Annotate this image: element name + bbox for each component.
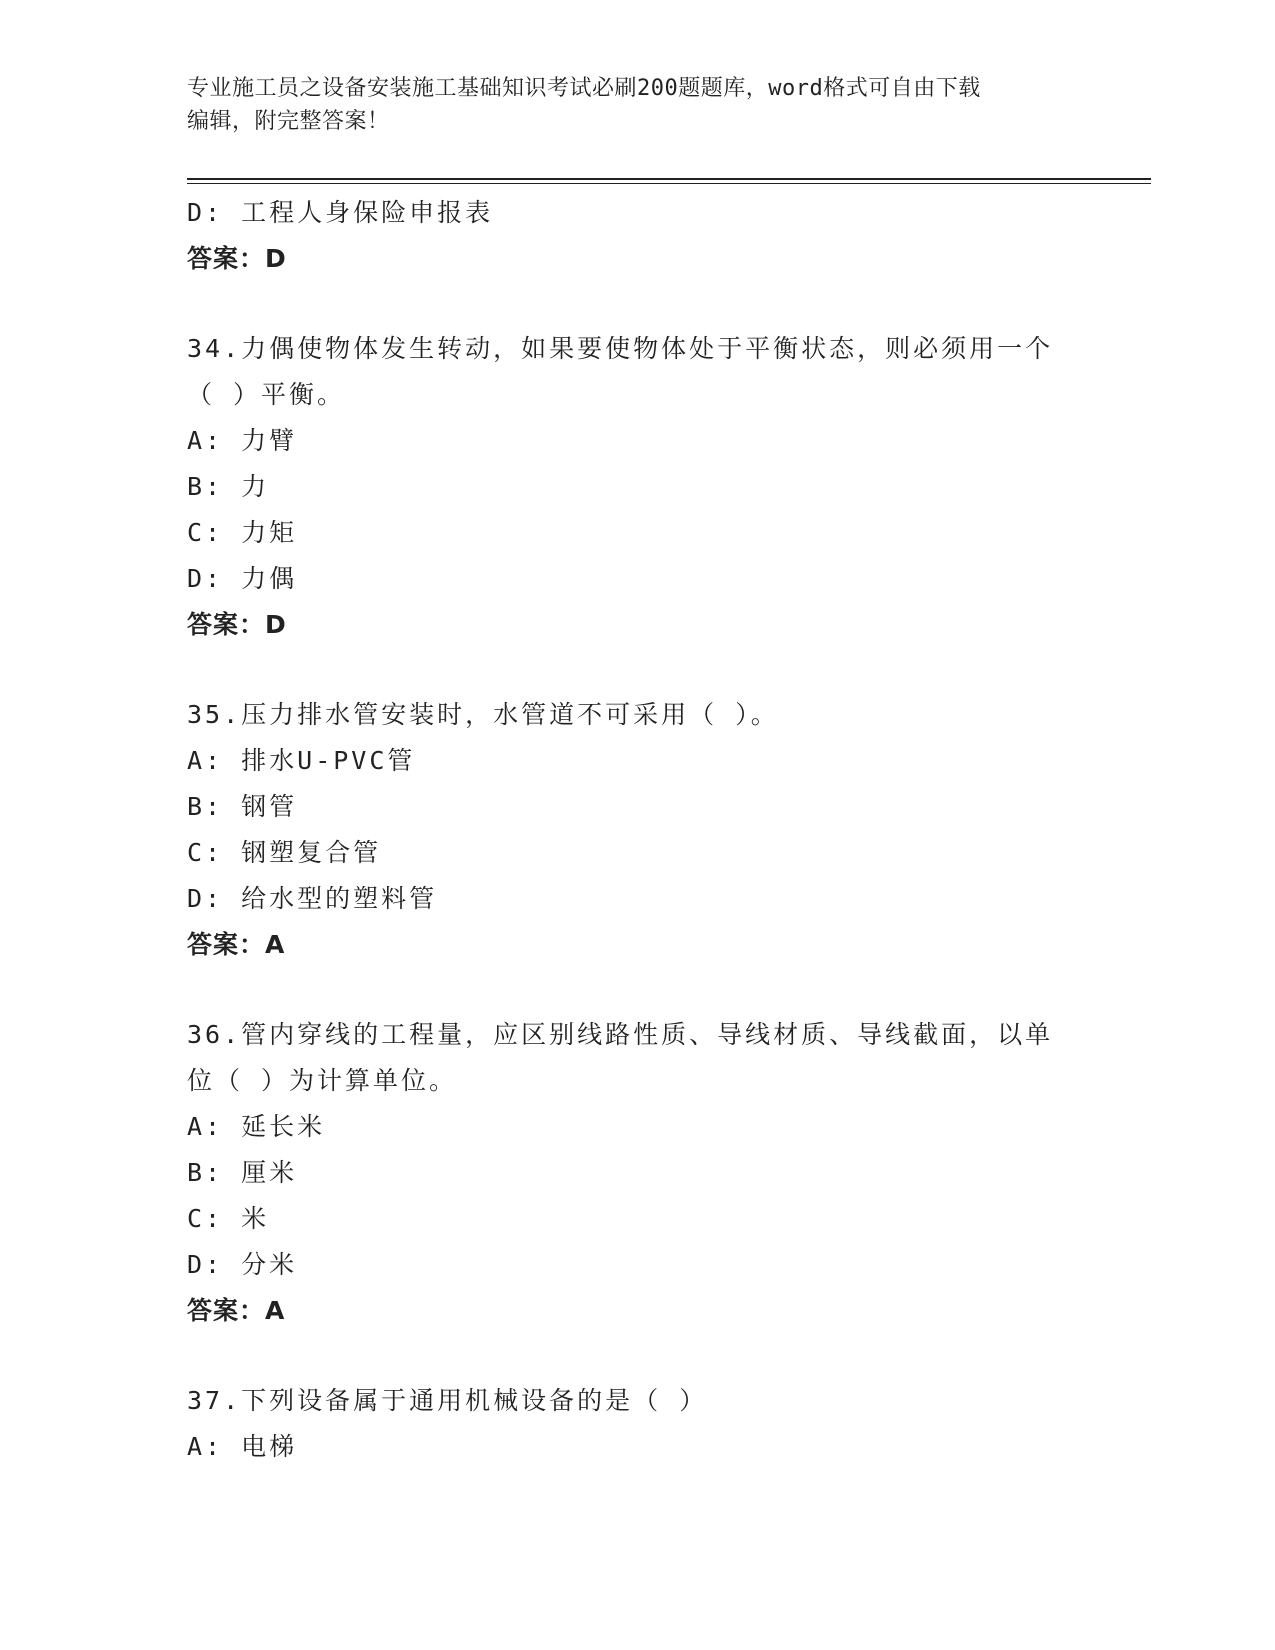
option-c: C: 力矩	[187, 518, 298, 547]
answer-line: 答案：D	[187, 610, 287, 639]
previous-question-tail	[187, 190, 1107, 282]
question-stem: 34.力偶使物体发生转动，如果要使物体处于平衡状态，则必须用一个	[187, 334, 1054, 363]
option-a: A: 电梯	[187, 1432, 298, 1461]
question-stem-continued: （ ）平衡。	[187, 380, 346, 409]
header-line-1: 专业施工员之设备安装施工基础知识考试必刷200题题库，word格式可自由下载	[187, 76, 981, 101]
question-37	[187, 1378, 1107, 1470]
question-list	[187, 190, 1107, 1470]
option-a: A: 延长米	[187, 1112, 326, 1141]
answer-line: 答案：A	[187, 1296, 286, 1325]
option-b: B: 钢管	[187, 792, 298, 821]
answer-line: 答案：A	[187, 930, 286, 959]
question-stem-continued: 位（ ）为计算单位。	[187, 1066, 458, 1095]
option-a: A: 排水U-PVC管	[187, 746, 416, 775]
option-a: A: 力臂	[187, 426, 298, 455]
option-d: D: 力偶	[187, 564, 298, 593]
question-stem: 37.下列设备属于通用机械设备的是（ ）	[187, 1386, 708, 1415]
question-35	[187, 692, 1107, 968]
option-c: C: 米	[187, 1204, 270, 1233]
question-34	[187, 326, 1107, 648]
option-b: B: 厘米	[187, 1158, 298, 1187]
question-stem: 35.压力排水管安装时，水管道不可采用（ ）。	[187, 700, 779, 729]
header-divider-thin	[187, 183, 1151, 184]
header-line-2: 编辑，附完整答案！	[187, 109, 390, 134]
question-36	[187, 1012, 1107, 1334]
option-d: D: 工程人身保险申报表	[187, 198, 494, 227]
option-b: B: 力	[187, 472, 270, 501]
option-c: C: 钢塑复合管	[187, 838, 382, 867]
header-divider-thick	[187, 178, 1151, 180]
answer-line: 答案：D	[187, 244, 287, 273]
option-d: D: 分米	[187, 1250, 298, 1279]
option-d: D: 给水型的塑料管	[187, 884, 438, 913]
question-stem: 36.管内穿线的工程量，应区别线路性质、导线材质、导线截面，以单	[187, 1020, 1054, 1049]
document-header	[187, 72, 1087, 138]
